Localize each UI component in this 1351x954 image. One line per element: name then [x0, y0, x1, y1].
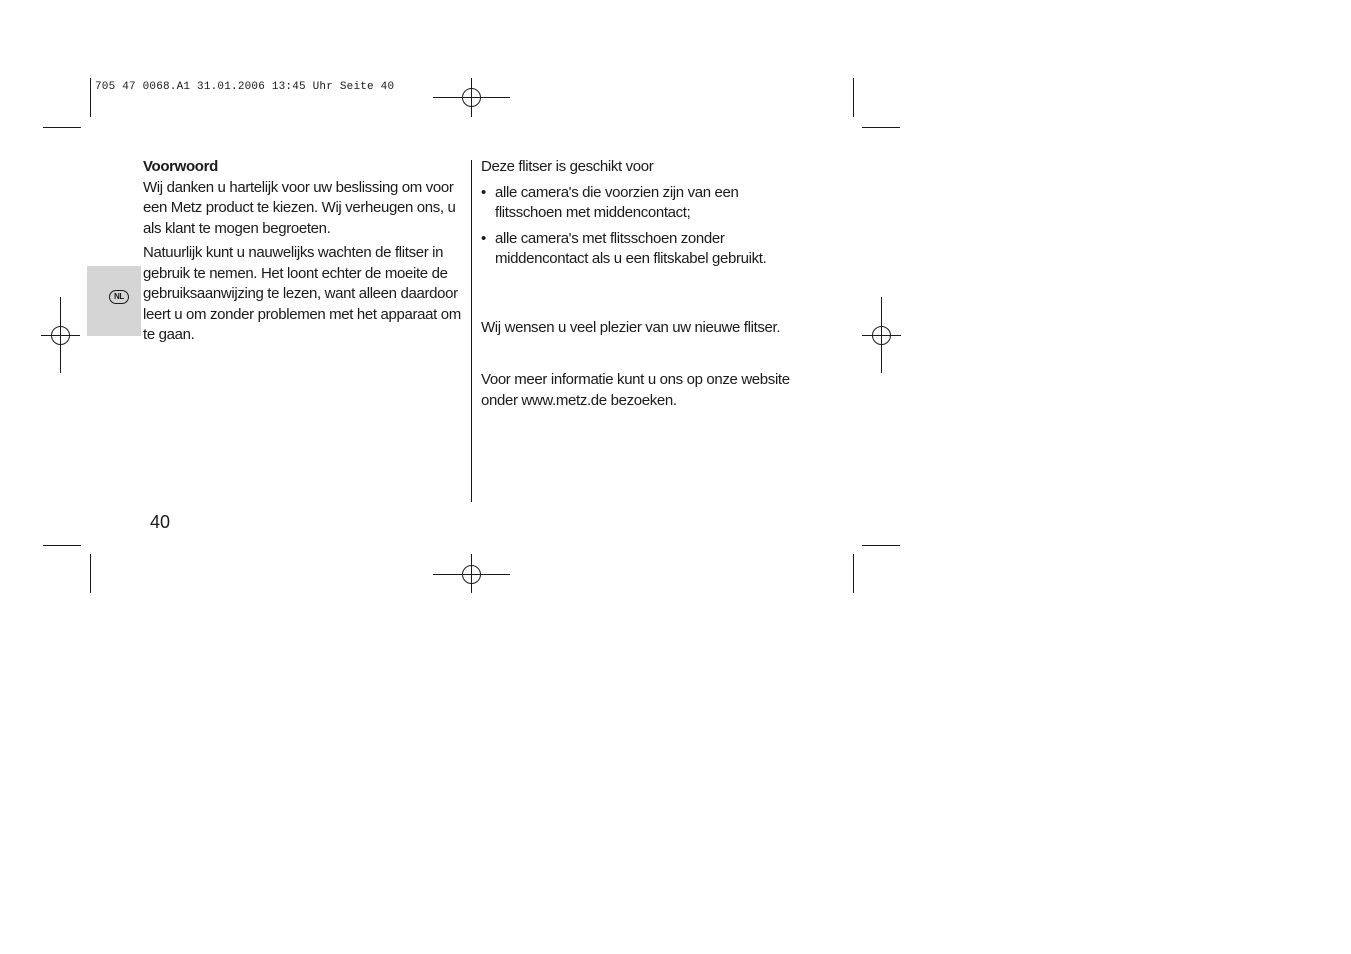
list-item-text: alle camera's die voorzien zijn van een flitsschoen met middencontact;	[495, 183, 739, 221]
page-number: 40	[150, 512, 171, 532]
right-column	[481, 157, 803, 411]
list-item	[481, 229, 803, 270]
info-paragraph: Voor meer informatie kunt u ons op onze website onder www.metz.de bezoeken.	[481, 371, 790, 409]
paragraph-manual: Natuurlijk kunt u nauwelijks wachten de flitser in gebruik te nemen. Het loont echter de moeite de gebruiksaanwijzing te lezen, want alleen daardoor leert u om zonder problemen met het apparaat om te gaan.	[143, 244, 461, 343]
list-item	[481, 183, 803, 224]
column-divider	[471, 160, 472, 502]
compatibility-intro: Deze flitser is geschikt voor	[481, 158, 654, 175]
left-column	[143, 157, 465, 346]
language-tab	[87, 266, 141, 336]
wish-paragraph: Wij wensen u veel plezier van uw nieuwe flitser.	[481, 318, 781, 336]
list-item-text: alle camera's met flitsschoen zonder middencontact als u een flitskabel gebruikt.	[495, 229, 767, 267]
section-heading: Voorwoord	[143, 158, 218, 175]
language-badge: NL	[109, 290, 129, 304]
print-slug: 705 47 0068.A1 31.01.2006 13:45 Uhr Seite 40	[95, 81, 395, 93]
paragraph-thanks: Wij danken u hartelijk voor uw beslissing om voor een Metz product te kiezen. Wij verheugen ons, u als klant te mogen begroeten.	[143, 178, 456, 237]
bullet-icon: •	[481, 183, 486, 201]
bullet-icon: •	[481, 229, 486, 247]
